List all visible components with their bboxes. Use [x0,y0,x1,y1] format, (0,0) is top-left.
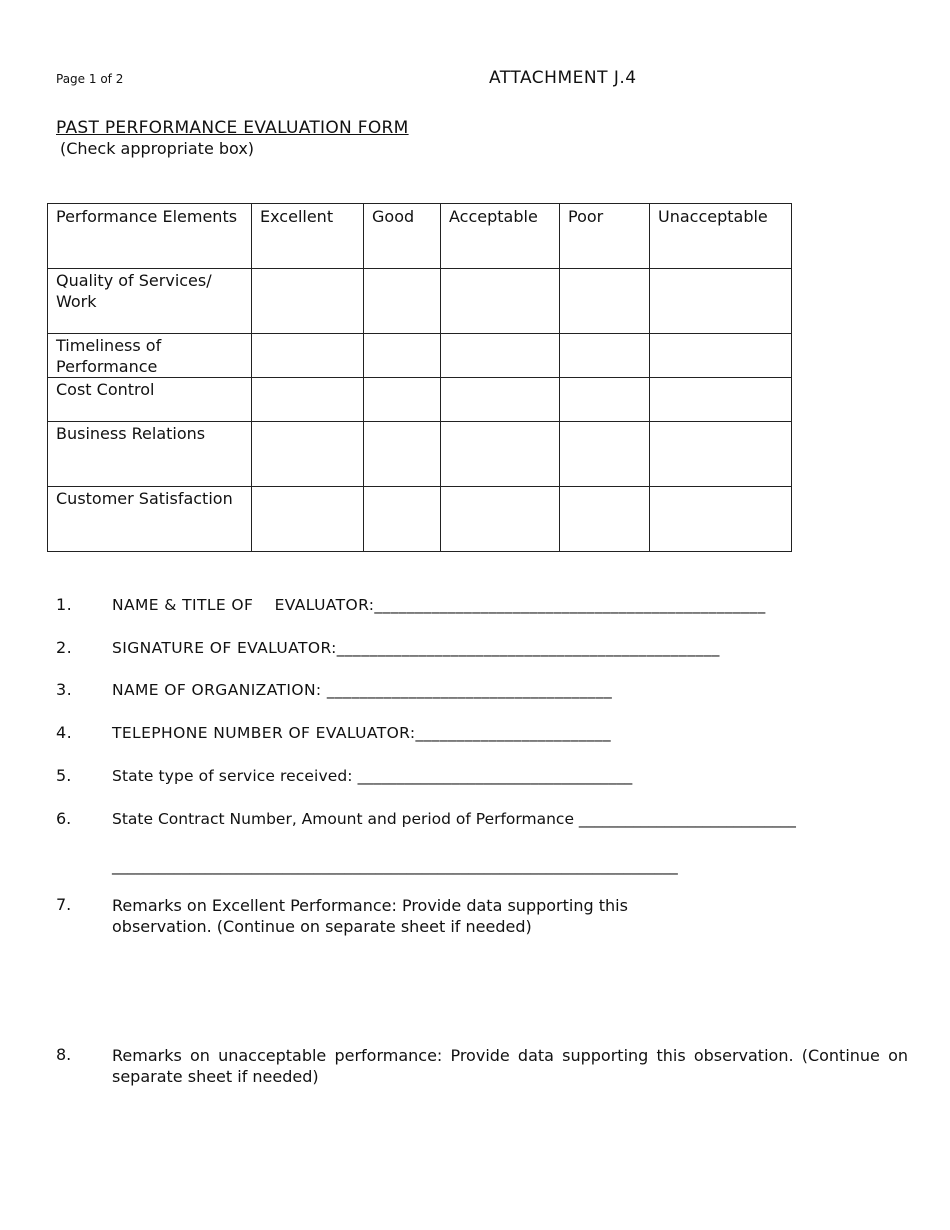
table-row [48,422,792,487]
field-organization-name[interactable] [56,680,612,699]
row-label-cost-control: Cost Control [48,378,252,422]
checkbox-cell[interactable] [252,269,364,334]
attachment-label: ATTACHMENT J.4 [489,68,637,88]
checkbox-cell[interactable] [560,269,650,334]
checkbox-cell[interactable] [650,422,792,487]
checkbox-cell[interactable] [364,269,441,334]
col-header-unacceptable: Unacceptable [650,204,792,269]
field-number: 5. [56,766,72,785]
field-number: 2. [56,638,73,657]
evaluation-table [47,203,792,552]
checkbox-cell[interactable] [650,334,792,378]
table-row [48,334,792,378]
field-label: Remarks on Excellent Performance: Provide data supporting this observation. (Continue on separate sheet if needed) [112,896,628,936]
field-number: 8. [56,1045,72,1064]
table-row [48,378,792,422]
field-evaluator-signature[interactable] [56,638,720,657]
field-label: Remarks on unacceptable performance: Provide data supporting this observation. (Continue on separate sheet if needed) [112,1046,908,1086]
field-remarks-excellent[interactable] [56,895,906,945]
table-row [48,487,792,552]
checkbox-cell[interactable] [650,487,792,552]
checkbox-cell[interactable] [252,334,364,378]
checkbox-cell[interactable] [560,378,650,422]
checkbox-cell[interactable] [364,487,441,552]
field-label: SIGNATURE OF EVALUATOR:_______________________________________________ [112,639,720,657]
field-label: NAME OF ORGANIZATION: ___________________________________ [112,681,613,699]
form-title: PAST PERFORMANCE EVALUATION FORM [56,118,409,138]
col-header-poor: Poor [560,204,650,269]
form-subtitle: (Check appropriate box) [60,139,255,158]
field-service-type[interactable] [56,766,632,785]
checkbox-cell[interactable] [650,269,792,334]
field-evaluator-name[interactable] [56,595,766,614]
checkbox-cell[interactable] [364,334,441,378]
field-contract-details[interactable] [56,809,796,828]
row-label-quality: Quality of Services/ Work [48,269,252,334]
checkbox-cell[interactable] [441,269,560,334]
row-label-business-relations: Business Relations [48,422,252,487]
field-number: 7. [56,895,72,914]
col-header-acceptable: Acceptable [441,204,560,269]
field-number: 6. [56,809,72,828]
checkbox-cell[interactable] [252,422,364,487]
row-label-timeliness: Timeliness of Performance [48,334,252,378]
table-row [48,269,792,334]
field-label: TELEPHONE NUMBER OF EVALUATOR:________________________ [112,724,612,742]
col-header-performance-elements: Performance Elements [48,204,252,269]
field-remarks-unacceptable[interactable] [56,1045,908,1095]
field-label: NAME & TITLE OF EVALUATOR:________________________________________________ [112,596,766,614]
checkbox-cell[interactable] [364,422,441,487]
row-label-customer-satisfaction: Customer Satisfaction [48,487,252,552]
checkbox-cell[interactable] [560,334,650,378]
col-header-good: Good [364,204,441,269]
checkbox-cell[interactable] [441,378,560,422]
checkbox-cell[interactable] [364,378,441,422]
checkbox-cell[interactable] [252,378,364,422]
checkbox-cell[interactable] [441,487,560,552]
table-header-row [48,204,792,269]
checkbox-cell[interactable] [650,378,792,422]
checkbox-cell[interactable] [441,422,560,487]
checkbox-cell[interactable] [441,334,560,378]
col-header-excellent: Excellent [252,204,364,269]
field-number: 4. [56,723,73,742]
field-label: State Contract Number, Amount and period of Performance ____________________________ [112,810,796,828]
field-number: 3. [56,680,73,699]
field-contract-details-line2[interactable]: _________________________________________________________________________ [112,857,678,875]
field-number: 1. [56,595,73,614]
checkbox-cell[interactable] [252,487,364,552]
page-number: Page 1 of 2 [56,72,124,86]
checkbox-cell[interactable] [560,487,650,552]
checkbox-cell[interactable] [560,422,650,487]
field-evaluator-telephone[interactable] [56,723,611,742]
field-label: State type of service received: ___________________________________ [112,767,633,785]
